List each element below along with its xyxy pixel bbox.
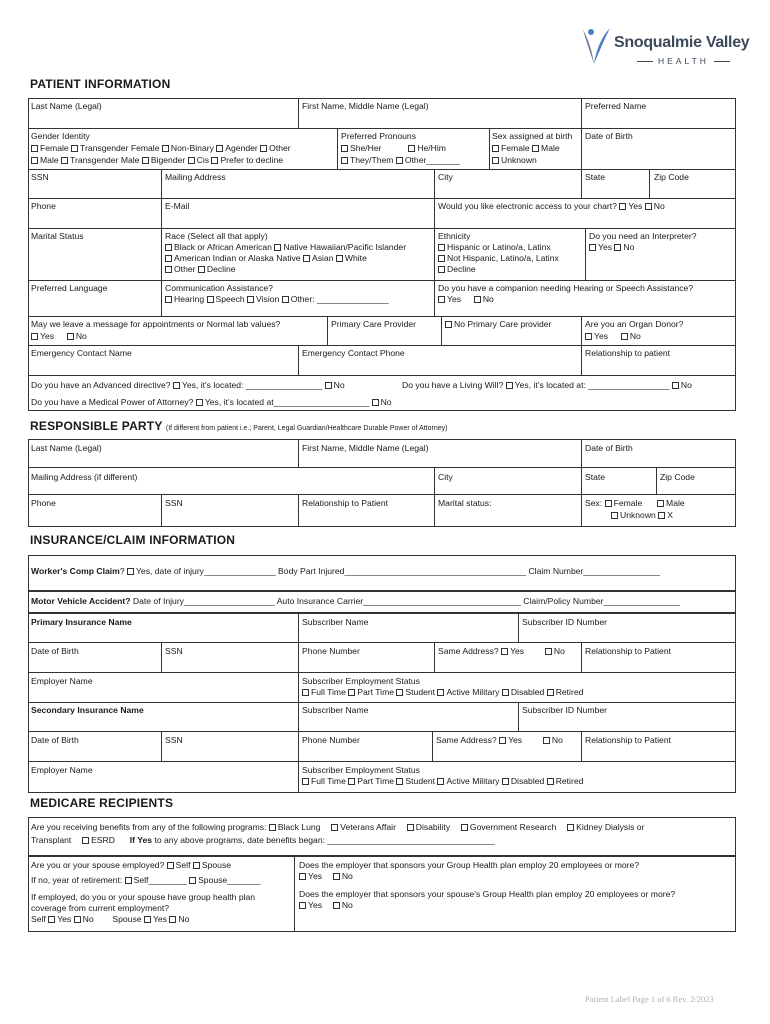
checkbox[interactable] [188, 157, 195, 164]
interpreter-label: Do you need an Interpreter? [589, 231, 697, 241]
checkbox[interactable] [48, 916, 55, 923]
checkbox[interactable] [341, 145, 348, 152]
checkbox[interactable] [501, 648, 508, 655]
interpreter-options: Yes No [589, 242, 634, 254]
sex-birth-label: Sex assigned at birth [492, 131, 573, 141]
ethnicity-label: Ethnicity [438, 231, 471, 241]
checkbox[interactable] [144, 916, 151, 923]
pronouns-label: Preferred Pronouns [341, 131, 416, 141]
checkbox[interactable] [532, 145, 539, 152]
eth-opt-3: Decline [438, 264, 476, 276]
rp-marital: Marital status: [438, 498, 492, 508]
checkbox[interactable] [189, 877, 196, 884]
checkbox[interactable] [461, 824, 468, 831]
emp20-options: Yes No [299, 871, 353, 883]
eth-opt-1: Hispanic or Latino/a, Latinx [438, 242, 551, 254]
employer-label-2: Employer Name [31, 765, 93, 775]
checkbox[interactable] [605, 500, 612, 507]
pronouns-row-1: She/Her He/Him [341, 143, 446, 155]
ins-phone-label-2: Phone Number [302, 735, 360, 745]
phone-label: Phone [31, 201, 56, 211]
ins-relationship-label: Relationship to Patient [585, 646, 671, 656]
retirement-line: If no, year of retirement: Self________ Spouse_______ [31, 875, 261, 885]
emergency-name-label: Emergency Contact Name [31, 348, 132, 358]
workers-comp-line: Worker's Comp Claim? Yes, date of injury_______________ Body Part Injured______________________________________ Claim Number________________ [31, 566, 660, 576]
checkbox[interactable] [506, 382, 513, 389]
checkbox[interactable] [167, 862, 174, 869]
eth-opt-2: Not Hispanic, Latino/a, Latinx [438, 253, 559, 265]
subscriber-name-label-2: Subscriber Name [302, 705, 369, 715]
checkbox[interactable] [333, 902, 340, 909]
checkbox[interactable] [299, 873, 306, 880]
rp-sex-row-1: Sex: Female Male [585, 498, 685, 508]
emp-status-label-2: Subscriber Employment Status [302, 765, 420, 775]
ssn-label: SSN [31, 172, 49, 182]
coverage-q-2: coverage from current employment? [31, 903, 170, 913]
insurance-title: INSURANCE/CLAIM INFORMATION [30, 533, 236, 547]
checkbox[interactable] [216, 145, 223, 152]
checkbox[interactable] [547, 778, 554, 785]
programs-line: Are you receiving benefits from any of the following programs: Black Lung Veterans Affair Disability Government Research Kidney Dialysis or [31, 822, 645, 832]
transplant-line: Transplant ESRD If Yes to any above programs, date benefits began: ___________________________________ [31, 835, 495, 845]
checkbox[interactable] [408, 145, 415, 152]
checkbox[interactable] [165, 255, 172, 262]
checkbox[interactable] [585, 333, 592, 340]
emp-status-options-2: Full Time Part Time Student Active Military Disabled Retired [302, 776, 583, 788]
checkbox[interactable] [331, 824, 338, 831]
responsible-party-title: RESPONSIBLE PARTY (If different from patient i.e.; Parent, Legal Guardian/Healthcare Durable Power of Attorney) [30, 419, 448, 433]
rp-dob: Date of Birth [585, 443, 633, 453]
adv-directive-question: Do you have an Advanced directive? Yes, it's located: ________________ No [31, 380, 345, 390]
coverage-q-1: If employed, do you or your spouse have group health plan [31, 892, 256, 902]
checkbox[interactable] [125, 877, 132, 884]
city-label: City [438, 172, 453, 182]
checkbox[interactable] [127, 568, 134, 575]
checkbox[interactable] [303, 255, 310, 262]
checkbox[interactable] [333, 873, 340, 880]
pref-lang-label: Preferred Language [31, 283, 108, 293]
comm-assist-options: Hearing Speech Vision Other: _______________ [165, 294, 389, 306]
checkbox[interactable] [31, 157, 38, 164]
coverage-options: Self Yes No Spouse Yes No [31, 914, 190, 924]
ins-dob-label: Date of Birth [31, 646, 79, 656]
rp-city: City [438, 472, 453, 482]
checkbox[interactable] [173, 382, 180, 389]
marital-label: Marital Status [31, 231, 84, 241]
sex-birth-row-1: Female Male [492, 143, 560, 155]
checkbox[interactable] [74, 916, 81, 923]
checkbox[interactable] [437, 689, 444, 696]
checkbox[interactable] [645, 203, 652, 210]
gender-row-2: Male Transgender Male Bigender Cis Prefer to decline [31, 155, 283, 167]
gender-identity-label: Gender Identity [31, 131, 90, 141]
rp-last-name: Last Name (Legal) [31, 443, 102, 453]
checkbox[interactable] [31, 145, 38, 152]
page-footer: Patient Label Page 1 of 6 Rev. 2/2023 [585, 994, 714, 1004]
same-address-question: Same Address? Yes No [438, 646, 565, 656]
checkbox[interactable] [162, 145, 169, 152]
rp-first-name: First Name, Middle Name (Legal) [302, 443, 429, 453]
rp-relationship: Relationship to Patient [302, 498, 388, 508]
checkbox[interactable] [82, 837, 89, 844]
subscriber-id-label-2: Subscriber ID Number [522, 705, 608, 715]
sex-birth-row-2: Unknown [492, 155, 537, 167]
organ-options: Yes No [585, 331, 641, 343]
checkbox[interactable] [325, 382, 332, 389]
checkbox[interactable] [274, 244, 281, 251]
checkbox[interactable] [260, 145, 267, 152]
checkbox[interactable] [621, 333, 628, 340]
checkbox[interactable] [619, 203, 626, 210]
employed-question: Are you or your spouse employed? Self Spouse [31, 860, 232, 870]
checkbox[interactable] [614, 244, 621, 251]
rp-sex-row-2: Unknown X [611, 510, 673, 522]
emp-status-options: Full Time Part Time Student Active Military Disabled Retired [302, 687, 583, 699]
race-row-3: Other Decline [165, 264, 236, 276]
emp20-spouse-question: Does the employer that sponsors your spouse's Group Health plan employ 20 employees or more? [299, 889, 676, 899]
employer-label: Employer Name [31, 676, 93, 686]
mva-line: Motor Vehicle Accident? Date of Injury___________________ Auto Insurance Carrier_________________________________ Claim/Policy Number________________ [31, 596, 680, 606]
checkbox[interactable] [336, 255, 343, 262]
checkbox[interactable] [193, 862, 200, 869]
companion-options: Yes No [438, 294, 494, 306]
state-label: State [585, 172, 606, 182]
ins-dob-label-2: Date of Birth [31, 735, 79, 745]
emp20-spouse-options: Yes No [299, 900, 353, 912]
message-label: May we leave a message for appointments or Normal lab values? [31, 319, 281, 329]
race-row-2: American Indian or Alaska Native Asian White [165, 253, 367, 265]
checkbox[interactable] [396, 689, 403, 696]
checkbox[interactable] [211, 157, 218, 164]
checkbox[interactable] [31, 333, 38, 340]
last-name-label: Last Name (Legal) [31, 101, 102, 111]
zip-label: Zip Code [654, 172, 689, 182]
checkbox[interactable] [372, 399, 379, 406]
organ-donor-label: Are you an Organ Donor? [585, 319, 684, 329]
subscriber-name-label: Subscriber Name [302, 617, 369, 627]
same-address-question-2: Same Address? Yes No [436, 735, 563, 745]
emp20-question: Does the employer that sponsors your Group Health plan employ 20 employees or more? [299, 860, 640, 870]
rp-state: State [585, 472, 606, 482]
checkbox[interactable] [165, 266, 172, 273]
checkbox[interactable] [611, 512, 618, 519]
checkbox[interactable] [499, 737, 506, 744]
checkbox[interactable] [589, 244, 596, 251]
dob-label: Date of Birth [585, 131, 633, 141]
checkbox[interactable] [445, 321, 452, 328]
checkbox[interactable] [492, 145, 499, 152]
checkbox[interactable] [247, 296, 254, 303]
checkbox[interactable] [198, 266, 205, 273]
checkbox[interactable] [165, 244, 172, 251]
checkbox[interactable] [348, 778, 355, 785]
checkbox[interactable] [61, 157, 68, 164]
message-options: Yes No [31, 331, 87, 343]
checkbox[interactable] [207, 296, 214, 303]
checkbox[interactable] [341, 157, 348, 164]
checkbox[interactable] [545, 648, 552, 655]
rp-mailing: Mailing Address (if different) [31, 472, 138, 482]
checkbox[interactable] [142, 157, 149, 164]
checkbox[interactable] [567, 824, 574, 831]
email-label: E-Mail [165, 201, 190, 211]
checkbox[interactable] [169, 916, 176, 923]
checkbox[interactable] [396, 157, 403, 164]
checkbox[interactable] [438, 244, 445, 251]
checkbox[interactable] [348, 689, 355, 696]
pcp-label: Primary Care Provider [331, 319, 417, 329]
emergency-phone-label: Emergency Contact Phone [302, 348, 405, 358]
pronouns-row-2: They/Them Other_______ [341, 155, 460, 167]
checkbox[interactable] [299, 902, 306, 909]
checkbox[interactable] [407, 824, 414, 831]
checkbox[interactable] [502, 778, 509, 785]
gender-row-1: Female Transgender Female Non-Binary Agender Other [31, 143, 291, 155]
ins-ssn-label-2: SSN [165, 735, 183, 745]
subscriber-id-label: Subscriber ID Number [522, 617, 608, 627]
living-will-question: Do you have a Living Will? Yes, it’s located at: _________________ No [402, 380, 692, 390]
checkbox[interactable] [657, 500, 664, 507]
primary-insurance-label: Primary Insurance Name [31, 617, 132, 627]
checkbox[interactable] [672, 382, 679, 389]
logo-mark-icon [580, 26, 612, 66]
patient-info-title: PATIENT INFORMATION [30, 77, 171, 91]
checkbox[interactable] [474, 296, 481, 303]
checkbox[interactable] [543, 737, 550, 744]
checkbox[interactable] [67, 333, 74, 340]
checkbox[interactable] [492, 157, 499, 164]
race-row-1: Black or African American Native Hawaiian/Pacific Islander [165, 242, 406, 254]
race-label: Race (Select all that apply) [165, 231, 268, 241]
checkbox[interactable] [71, 145, 78, 152]
ins-ssn-label: SSN [165, 646, 183, 656]
checkbox[interactable] [302, 689, 309, 696]
checkbox[interactable] [196, 399, 203, 406]
medicare-title: MEDICARE RECIPIENTS [30, 796, 174, 810]
mpoa-question: Do you have a Medical Power of Attorney? Yes, it’s located at____________________ No [31, 397, 392, 407]
rp-phone: Phone [31, 498, 56, 508]
preferred-name-label: Preferred Name [585, 101, 647, 111]
rp-zip: Zip Code [660, 472, 695, 482]
checkbox[interactable] [502, 689, 509, 696]
logo-name: Snoqualmie Valley [614, 34, 750, 51]
electronic-access-question: Would you like electronic access to your chart? Yes No [438, 201, 665, 211]
secondary-insurance-label: Secondary Insurance Name [31, 705, 144, 715]
first-name-label: First Name, Middle Name (Legal) [302, 101, 429, 111]
checkbox[interactable] [547, 689, 554, 696]
checkbox[interactable] [165, 296, 172, 303]
comm-assist-label: Communication Assistance? [165, 283, 273, 293]
no-pcp-option: No Primary Care provider [445, 319, 551, 331]
logo-sub: HEALTH [632, 56, 735, 66]
checkbox[interactable] [302, 778, 309, 785]
checkbox[interactable] [658, 512, 665, 519]
ins-relationship-label-2: Relationship to Patient [585, 735, 671, 745]
checkbox[interactable] [396, 778, 403, 785]
checkbox[interactable] [437, 778, 444, 785]
relationship-label: Relationship to patient [585, 348, 671, 358]
ins-phone-label: Phone Number [302, 646, 360, 656]
checkbox[interactable] [282, 296, 289, 303]
checkbox[interactable] [269, 824, 276, 831]
rp-ssn: SSN [165, 498, 183, 508]
checkbox[interactable] [438, 266, 445, 273]
mailing-label: Mailing Address [165, 172, 226, 182]
companion-label: Do you have a companion needing Hearing or Speech Assistance? [438, 283, 694, 293]
checkbox[interactable] [438, 296, 445, 303]
checkbox[interactable] [438, 255, 445, 262]
snoqualmie-logo [580, 26, 755, 70]
emp-status-label: Subscriber Employment Status [302, 676, 420, 686]
